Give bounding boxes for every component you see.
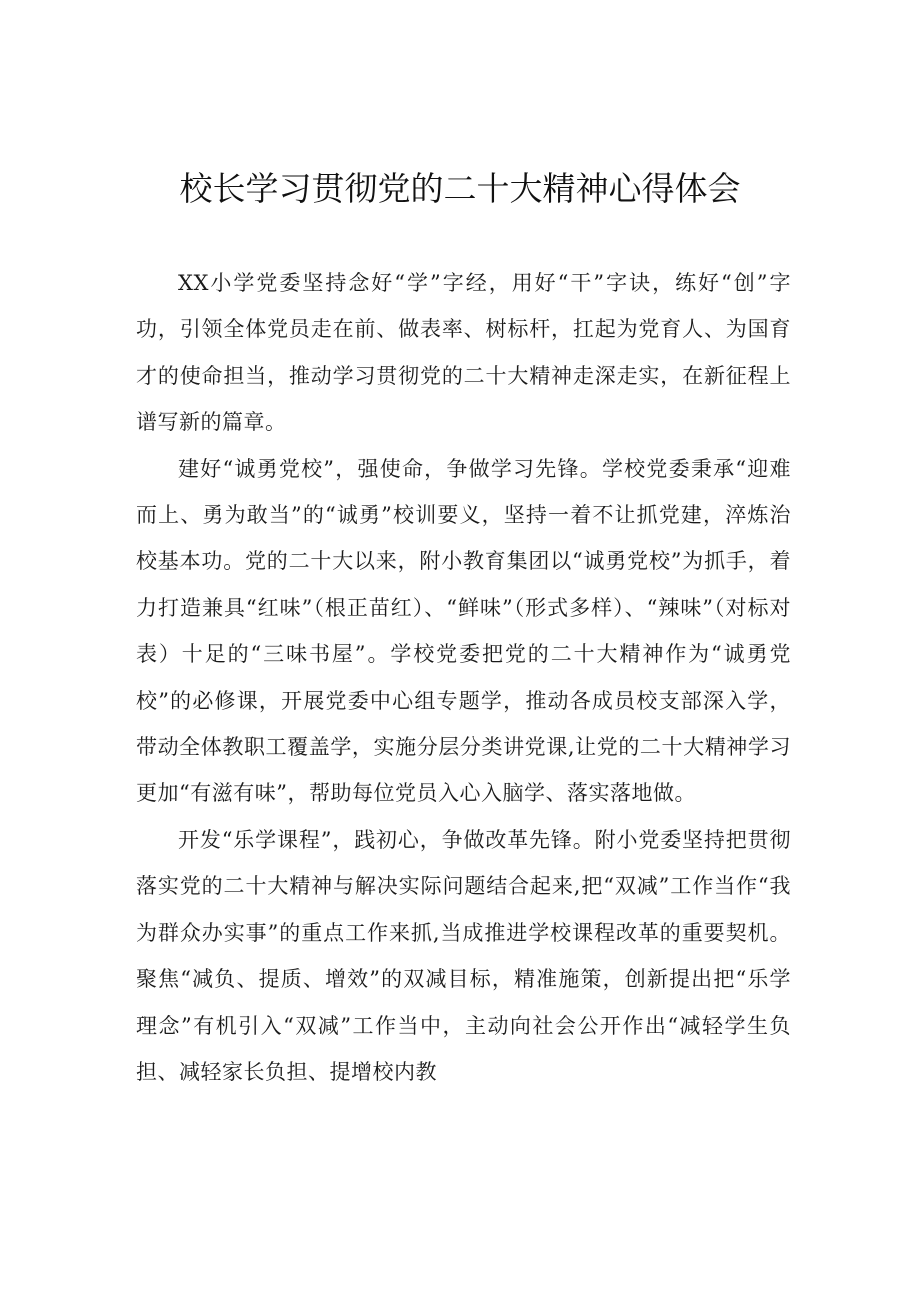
paragraph-intro: XX小学党委坚持念好“学”字经，用好“干”字诀，练好“创”字功，引领全体党员走在前、做表率、树标杆，扛起为党育人、为国育才的使命担当，推动学习贯彻党的二十大精神走深走实，在新征程上谱写新的篇章。 [136,271,791,435]
paragraph-party-school: 建好“诚勇党校”，强使命，争做学习先锋。学校党委秉承“迎难而上、勇为敢当”的“诚勇”校训要义，坚持一着不让抓党建，淬炼治校基本功。党的二十大以来，附小教育集团以“诚勇党校”为抓手，着力打造兼具“红味”（根正苗红）、“鲜味”（形式多样）、“辣味”（对标对表）十足的“三味书屋”。学校党委把党的二十大精神作为“诚勇党校”的必修课，开展党委中心组专题学，推动各成员校支部深入学，带动全体教职工覆盖学，实施分层分类讲党课,让党的二十大精神学习更加“有滋有味”，帮助每位党员入心入脑学、落实落地做。 [136,456,791,806]
document-body [136,260,791,1095]
paragraph-curriculum: 开发“乐学课程”，践初心，争做改革先锋。附小党委坚持把贯彻落实党的二十大精神与解决实际问题结合起来,把“双减”工作当作“我为群众办实事”的重点工作来抓,当成推进学校课程改革的重要契机。聚焦“减负、提质、增效”的双减目标，精准施策，创新提出把“乐学理念”有机引入“双减”工作当中，主动向社会公开作出“减轻学生负担、减轻家长负担、提增校内教 [136,827,791,1084]
document-title: 校长学习贯彻党的二十大精神心得体会 [179,169,741,208]
